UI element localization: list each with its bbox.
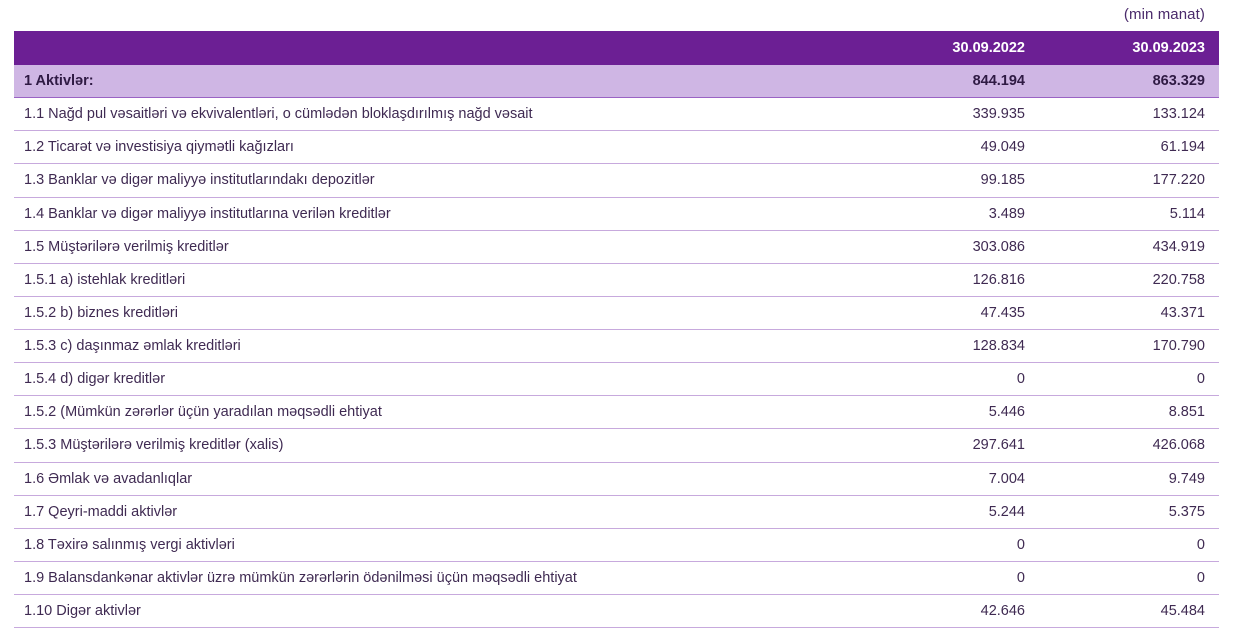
row-value-2023: 45.484 bbox=[1039, 595, 1219, 628]
row-value-2022: 297.641 bbox=[859, 429, 1039, 462]
row-value-2023: 0 bbox=[1039, 528, 1219, 561]
row-label: 1.3 Banklar və digər maliyyə institutlarındakı depozitlər bbox=[14, 164, 859, 197]
row-value-2023: 43.371 bbox=[1039, 296, 1219, 329]
row-value-2022: 128.834 bbox=[859, 330, 1039, 363]
row-label: 1.5.3 c) daşınmaz əmlak kreditləri bbox=[14, 330, 859, 363]
table-body bbox=[14, 65, 1219, 628]
row-label: 1.5.3 Müştərilərə verilmiş kreditlər (xalis) bbox=[14, 429, 859, 462]
row-value-2022: 303.086 bbox=[859, 230, 1039, 263]
row-value-2023: 133.124 bbox=[1039, 98, 1219, 131]
row-value-2023: 0 bbox=[1039, 561, 1219, 594]
row-value-2022: 5.446 bbox=[859, 396, 1039, 429]
row-value-2022: 49.049 bbox=[859, 131, 1039, 164]
table-row bbox=[14, 495, 1219, 528]
row-value-2023: 5.375 bbox=[1039, 495, 1219, 528]
row-label: 1.2 Ticarət və investisiya qiymətli kağızları bbox=[14, 131, 859, 164]
row-label: 1.7 Qeyri-maddi aktivlər bbox=[14, 495, 859, 528]
row-value-2022: 7.004 bbox=[859, 462, 1039, 495]
table-row bbox=[14, 263, 1219, 296]
table-row bbox=[14, 230, 1219, 263]
table-row bbox=[14, 462, 1219, 495]
row-label: 1.5 Müştərilərə verilmiş kreditlər bbox=[14, 230, 859, 263]
table-row-total bbox=[14, 65, 1219, 98]
table-row bbox=[14, 396, 1219, 429]
row-value-2022: 3.489 bbox=[859, 197, 1039, 230]
table-row bbox=[14, 296, 1219, 329]
table-row bbox=[14, 595, 1219, 628]
column-header-2022: 30.09.2022 bbox=[859, 31, 1039, 65]
row-value-2022: 0 bbox=[859, 561, 1039, 594]
row-label: 1.6 Əmlak və avadanlıqlar bbox=[14, 462, 859, 495]
table-row bbox=[14, 561, 1219, 594]
row-value-2022: 339.935 bbox=[859, 98, 1039, 131]
row-value-2022: 5.244 bbox=[859, 495, 1039, 528]
row-value-2023: 8.851 bbox=[1039, 396, 1219, 429]
row-value-2023: 220.758 bbox=[1039, 263, 1219, 296]
row-value-2023: 426.068 bbox=[1039, 429, 1219, 462]
table-row bbox=[14, 429, 1219, 462]
row-value-2023: 9.749 bbox=[1039, 462, 1219, 495]
row-value-2023: 0 bbox=[1039, 363, 1219, 396]
measurement-unit-note: (min manat) bbox=[1123, 6, 1205, 23]
row-label: 1.1 Nağd pul vəsaitləri və ekvivalentləri, o cümlədən bloklaşdırılmış nağd vəsait bbox=[14, 98, 859, 131]
assets-table bbox=[14, 31, 1219, 628]
row-value-2023: 5.114 bbox=[1039, 197, 1219, 230]
table-row bbox=[14, 330, 1219, 363]
row-label: 1.5.2 b) biznes kreditləri bbox=[14, 296, 859, 329]
table-header bbox=[14, 31, 1219, 65]
row-label: 1.5.1 a) istehlak kreditləri bbox=[14, 263, 859, 296]
table-header-row bbox=[14, 31, 1219, 65]
row-label: 1.10 Digər aktivlər bbox=[14, 595, 859, 628]
table-row bbox=[14, 363, 1219, 396]
table-row bbox=[14, 528, 1219, 561]
row-value-2023: 434.919 bbox=[1039, 230, 1219, 263]
row-label: 1.5.4 d) digər kreditlər bbox=[14, 363, 859, 396]
row-value-2022: 99.185 bbox=[859, 164, 1039, 197]
table-row bbox=[14, 164, 1219, 197]
table-row bbox=[14, 98, 1219, 131]
table-row bbox=[14, 197, 1219, 230]
row-value-2023: 61.194 bbox=[1039, 131, 1219, 164]
row-value-2022: 42.646 bbox=[859, 595, 1039, 628]
row-label: 1.9 Balansdankənar aktivlər üzrə mümkün zərərlərin ödənilməsi üçün məqsədli ehtiyat bbox=[14, 561, 859, 594]
row-value-2022: 47.435 bbox=[859, 296, 1039, 329]
row-value-2022: 0 bbox=[859, 363, 1039, 396]
row-value-2022: 0 bbox=[859, 528, 1039, 561]
row-value-2022: 844.194 bbox=[859, 65, 1039, 98]
row-value-2023: 177.220 bbox=[1039, 164, 1219, 197]
row-label: 1.4 Banklar və digər maliyyə institutlarına verilən kreditlər bbox=[14, 197, 859, 230]
row-value-2022: 126.816 bbox=[859, 263, 1039, 296]
row-label: 1.8 Təxirə salınmış vergi aktivləri bbox=[14, 528, 859, 561]
table-row bbox=[14, 131, 1219, 164]
row-label: 1 Aktivlər: bbox=[14, 65, 859, 98]
row-value-2023: 863.329 bbox=[1039, 65, 1219, 98]
row-value-2023: 170.790 bbox=[1039, 330, 1219, 363]
row-label: 1.5.2 (Mümkün zərərlər üçün yaradılan məqsədli ehtiyat bbox=[14, 396, 859, 429]
column-header-label bbox=[14, 31, 859, 65]
column-header-2023: 30.09.2023 bbox=[1039, 31, 1219, 65]
